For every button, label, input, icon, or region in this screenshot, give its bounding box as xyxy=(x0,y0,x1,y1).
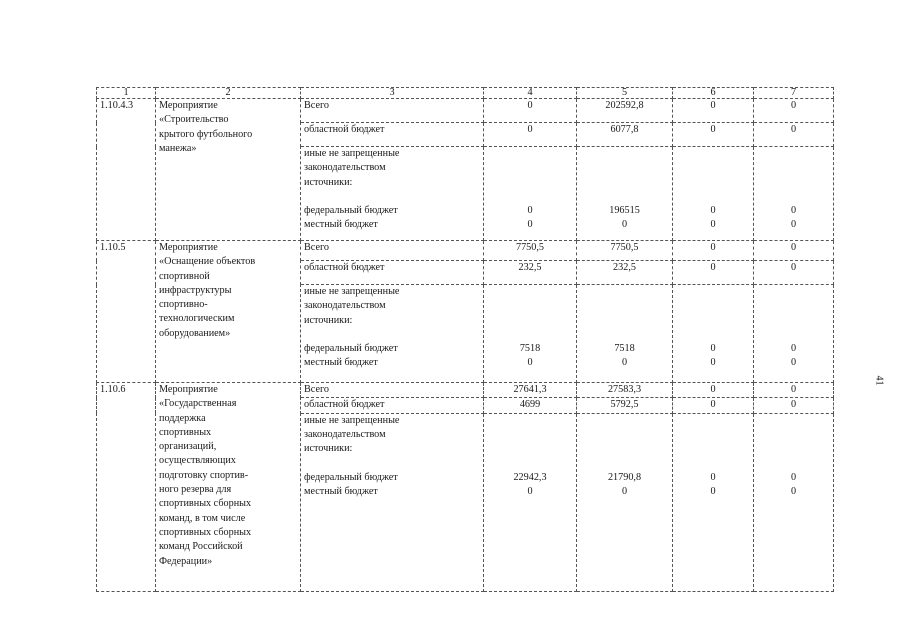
value-cell: 0 0 xyxy=(754,147,834,241)
page-number: 41 xyxy=(873,375,885,386)
header-cell: 5 xyxy=(577,88,673,99)
value-cell: 27583,3 xyxy=(577,383,673,398)
header-cell: 6 xyxy=(673,88,754,99)
funding-source: иные не запрещенные законодательством источники: федеральный бюджет местный бюджет xyxy=(301,285,484,383)
value-cell: 0 0 xyxy=(484,147,577,241)
value-cell: 4699 xyxy=(484,398,577,413)
table-row xyxy=(97,241,834,261)
value-cell: 202592,8 xyxy=(577,99,673,123)
funding-source: иные не запрещенные законодательством источники: федеральный бюджет местный бюджет xyxy=(301,413,484,591)
funding-source: областной бюджет xyxy=(301,261,484,285)
item-id: 1.10.4.3 xyxy=(97,99,156,241)
value-cell: 0 xyxy=(673,99,754,123)
header-row xyxy=(97,88,834,99)
value-cell: 0 xyxy=(673,398,754,413)
value-cell: 6077,8 xyxy=(577,123,673,147)
value-cell: 0 xyxy=(754,99,834,123)
funding-source: иные не запрещенные законодательством источники: федеральный бюджет местный бюджет xyxy=(301,147,484,241)
funding-source: Всего xyxy=(301,241,484,261)
value-cell: 27641,3 xyxy=(484,383,577,398)
item-id: 1.10.5 xyxy=(97,241,156,383)
value-cell: 0 0 xyxy=(754,413,834,591)
header-cell: 1 xyxy=(97,88,156,99)
value-cell: 7750,5 xyxy=(577,241,673,261)
value-cell: 5792,5 xyxy=(577,398,673,413)
value-cell: 21790,8 0 xyxy=(577,413,673,591)
value-cell: 0 0 xyxy=(673,413,754,591)
item-name: Мероприятие «Строительство крытого футбольного манежа» xyxy=(156,99,301,241)
value-cell: 0 0 xyxy=(673,147,754,241)
header-cell: 2 xyxy=(156,88,301,99)
budget-table xyxy=(96,87,834,592)
item-name: Мероприятие «Государственная поддержка спортивных организаций, осуществляющих подготовку спортив- ного резерва для спортивных сборных команд, в том числе спортивных сборных команд Российской Федерации» xyxy=(156,383,301,592)
value-cell: 232,5 xyxy=(577,261,673,285)
value-cell: 0 xyxy=(754,383,834,398)
header-cell: 4 xyxy=(484,88,577,99)
value-cell: 0 xyxy=(754,123,834,147)
funding-source: областной бюджет xyxy=(301,123,484,147)
table-row xyxy=(97,99,834,123)
value-cell: 0 xyxy=(484,99,577,123)
value-cell: 7518 0 xyxy=(577,285,673,383)
value-cell: 22942,3 0 xyxy=(484,413,577,591)
value-cell: 7750,5 xyxy=(484,241,577,261)
value-cell: 7518 0 xyxy=(484,285,577,383)
item-name: Мероприятие «Оснащение объектов спортивной инфраструктуры спортивно- технологическим оборудованием» xyxy=(156,241,301,383)
value-cell: 0 0 xyxy=(673,285,754,383)
funding-source: Всего xyxy=(301,383,484,398)
header-cell: 7 xyxy=(754,88,834,99)
value-cell: 0 0 xyxy=(754,285,834,383)
value-cell: 0 xyxy=(754,241,834,261)
value-cell: 0 xyxy=(484,123,577,147)
funding-source: областной бюджет xyxy=(301,398,484,413)
item-id: 1.10.6 xyxy=(97,383,156,592)
value-cell: 232,5 xyxy=(484,261,577,285)
value-cell: 0 xyxy=(673,261,754,285)
value-cell: 0 xyxy=(673,383,754,398)
table-row xyxy=(97,383,834,398)
value-cell: 196515 0 xyxy=(577,147,673,241)
funding-source: Всего xyxy=(301,99,484,123)
value-cell: 0 xyxy=(754,398,834,413)
header-cell: 3 xyxy=(301,88,484,99)
value-cell: 0 xyxy=(754,261,834,285)
value-cell: 0 xyxy=(673,123,754,147)
value-cell: 0 xyxy=(673,241,754,261)
